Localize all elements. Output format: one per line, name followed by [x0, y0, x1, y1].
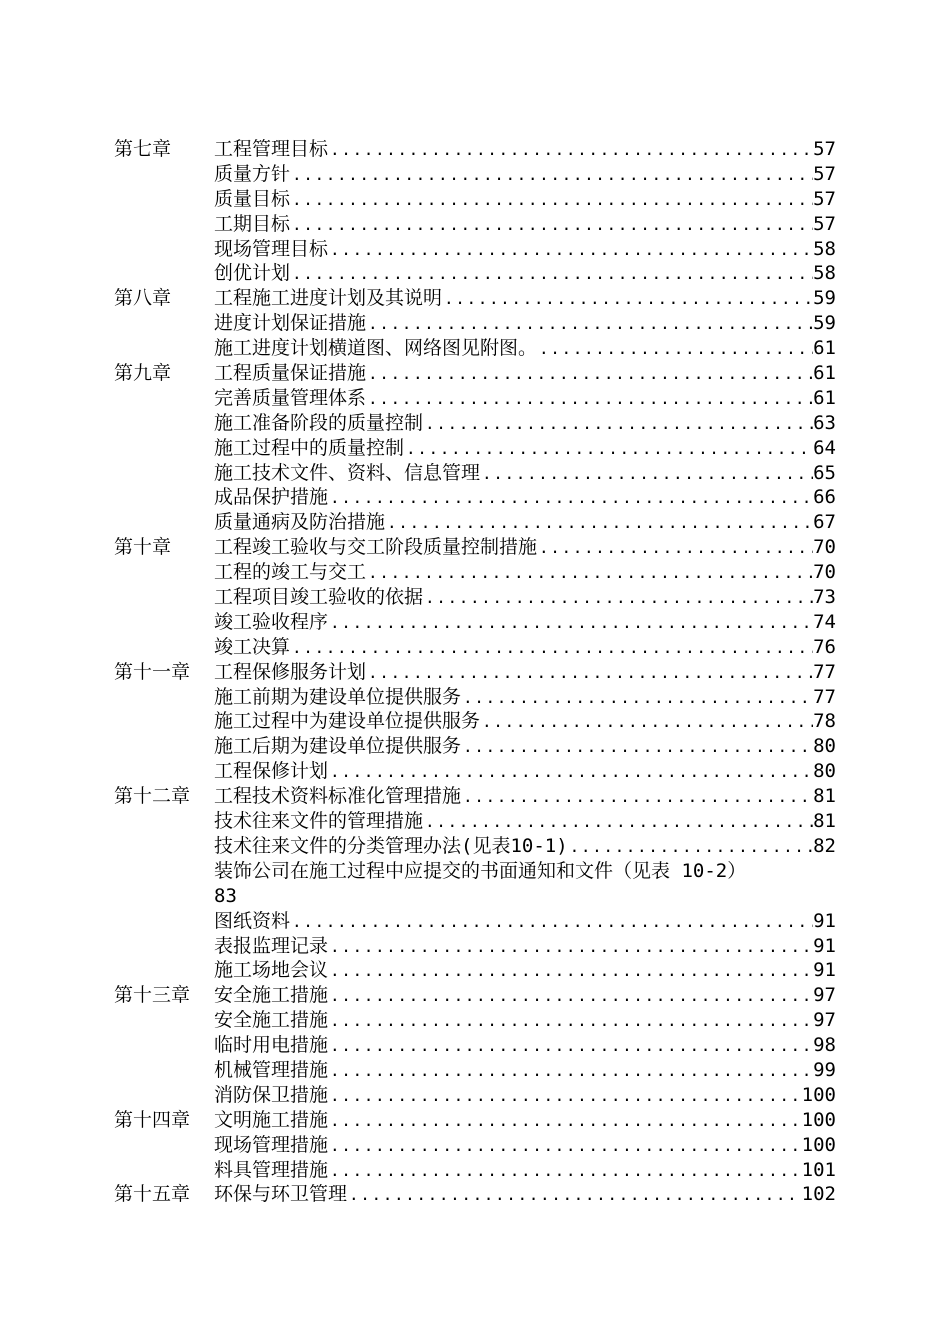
toc-entry-line	[214, 1158, 836, 1184]
toc-page-number: 81	[813, 810, 836, 833]
toc-page-number: 70	[813, 536, 836, 559]
toc-page-number: 74	[813, 610, 836, 633]
toc-leader-dots	[328, 1109, 802, 1134]
toc-entry-line	[214, 685, 836, 711]
toc-entry-line	[214, 336, 836, 362]
toc-title: 工程竣工验收与交工阶段质量控制措施	[214, 536, 538, 559]
toc-entry-line	[214, 212, 836, 238]
toc-title: 83	[214, 884, 237, 907]
toc-leader-dots	[290, 163, 813, 188]
toc-leader-dots	[347, 1183, 802, 1208]
toc-title: 表报监理记录	[214, 934, 329, 957]
toc-title: 工程保修服务计划	[214, 660, 367, 683]
toc-entry-line	[214, 311, 836, 337]
toc-page-number: 77	[813, 685, 836, 708]
toc-leader-dots	[328, 1009, 813, 1034]
toc-title: 质量通病及防治措施	[214, 511, 386, 534]
toc-page-number: 61	[813, 362, 836, 385]
toc-page-number: 97	[813, 984, 836, 1007]
toc-title: 技术往来文件的分类管理办法(见表10-1)	[214, 834, 568, 857]
toc-title: 机械管理措施	[214, 1058, 329, 1081]
toc-entry[interactable]	[0, 983, 950, 1008]
toc-page-number: 76	[813, 635, 836, 658]
toc-leader-dots	[404, 437, 813, 462]
toc-page-number: 98	[813, 1034, 836, 1057]
toc-entry-line	[214, 1133, 836, 1159]
toc-title: 施工技术文件、资料、信息管理	[214, 461, 481, 484]
toc-chapter-label: 第十四章	[114, 1108, 191, 1131]
toc-leader-dots	[366, 387, 813, 412]
toc-entry-line	[214, 734, 836, 760]
toc-chapter-label: 第十章	[114, 536, 172, 559]
toc-page-number: 58	[813, 262, 836, 285]
toc-entry[interactable]	[0, 187, 950, 212]
toc-entry[interactable]	[0, 436, 950, 461]
toc-entry[interactable]	[0, 485, 950, 510]
toc-title: 临时用电措施	[214, 1034, 329, 1057]
toc-entry-line	[214, 934, 836, 960]
toc-page-number: 57	[813, 162, 836, 185]
toc-entry-line	[214, 1083, 836, 1109]
toc-page-number: 66	[813, 486, 836, 509]
toc-title: 安全施工措施	[214, 984, 329, 1007]
toc-entry-line	[214, 286, 836, 312]
toc-leader-dots	[328, 984, 813, 1009]
toc-entry[interactable]	[0, 311, 950, 336]
toc-page-number: 99	[813, 1058, 836, 1081]
toc-leader-dots	[385, 511, 813, 536]
toc-page-number: 97	[813, 1009, 836, 1032]
toc-title: 工程质量保证措施	[214, 362, 367, 385]
toc-title: 工程施工进度计划及其说明	[214, 287, 443, 310]
toc-title: 技术往来文件的管理措施	[214, 810, 424, 833]
toc-leader-dots	[328, 138, 813, 163]
toc-leader-dots	[423, 586, 813, 611]
toc-entry[interactable]	[0, 361, 950, 386]
toc-entry[interactable]	[0, 685, 950, 710]
toc-leader-dots	[328, 238, 813, 263]
table-of-contents	[0, 137, 950, 1207]
toc-entry-line	[214, 485, 836, 511]
toc-entry[interactable]	[0, 286, 950, 311]
toc-entry-line	[214, 759, 836, 785]
toc-page-number: 101	[801, 1158, 836, 1181]
toc-entry-line	[214, 709, 836, 735]
toc-page-number: 70	[813, 561, 836, 584]
toc-leader-dots	[366, 661, 813, 686]
toc-title: 环保与环卫管理	[214, 1183, 348, 1206]
toc-entry[interactable]	[0, 909, 950, 934]
toc-page-number: 64	[813, 436, 836, 459]
toc-entry-line	[214, 237, 836, 263]
toc-entry[interactable]	[0, 709, 950, 734]
toc-title: 工程的竣工与交工	[214, 561, 367, 584]
toc-chapter-label: 第十三章	[114, 984, 191, 1007]
toc-entry-line	[214, 610, 836, 636]
toc-leader-dots	[290, 262, 813, 287]
toc-leader-dots	[442, 287, 813, 312]
toc-entry[interactable]	[0, 759, 950, 784]
toc-entry[interactable]	[0, 336, 950, 361]
toc-page-number: 80	[813, 760, 836, 783]
toc-entry[interactable]	[0, 1058, 950, 1083]
toc-entry-line	[214, 560, 836, 586]
toc-title: 工程项目竣工验收的依据	[214, 586, 424, 609]
toc-title: 工期目标	[214, 212, 291, 235]
toc-leader-dots	[290, 636, 813, 661]
toc-page-number: 59	[813, 312, 836, 335]
toc-entry-line	[214, 635, 836, 661]
toc-entry-line	[214, 1058, 836, 1084]
toc-page-number: 100	[801, 1083, 836, 1106]
toc-leader-dots	[480, 710, 813, 735]
toc-entry-line	[214, 983, 836, 1009]
toc-leader-dots	[461, 785, 813, 810]
toc-title: 竣工验收程序	[214, 610, 329, 633]
toc-title: 料具管理措施	[214, 1158, 329, 1181]
toc-leader-dots	[423, 810, 813, 835]
toc-entry[interactable]	[0, 560, 950, 585]
toc-title: 创优计划	[214, 262, 291, 285]
toc-leader-dots	[290, 213, 813, 238]
toc-chapter-label: 第七章	[114, 138, 172, 160]
toc-page-number: 58	[813, 237, 836, 260]
toc-leader-dots	[328, 1034, 813, 1059]
toc-page-number: 81	[813, 785, 836, 808]
toc-entry-line	[214, 510, 836, 536]
toc-entry[interactable]	[0, 461, 950, 486]
toc-leader-dots	[328, 1134, 802, 1159]
toc-entry[interactable]	[0, 1158, 950, 1183]
toc-entry-line	[214, 660, 836, 686]
toc-title: 施工过程中的质量控制	[214, 436, 405, 459]
toc-chapter-label: 第十五章	[114, 1183, 191, 1206]
toc-entry[interactable]	[0, 1133, 950, 1158]
toc-entry[interactable]	[0, 734, 950, 759]
toc-entry-line	[214, 859, 836, 884]
toc-entry[interactable]	[0, 261, 950, 286]
toc-leader-dots	[537, 337, 813, 362]
toc-leader-dots	[290, 188, 813, 213]
toc-entry-line	[214, 809, 836, 835]
toc-leader-dots	[328, 760, 813, 785]
toc-entry[interactable]	[0, 1008, 950, 1033]
toc-entry[interactable]	[0, 809, 950, 834]
toc-leader-dots	[328, 935, 813, 960]
toc-leader-dots	[366, 362, 813, 387]
toc-leader-dots	[328, 959, 813, 984]
toc-title: 工程保修计划	[214, 760, 329, 783]
toc-entry-line	[214, 834, 836, 860]
toc-entry-line	[214, 535, 836, 561]
toc-entry[interactable]	[0, 237, 950, 262]
toc-entry[interactable]	[0, 386, 950, 411]
toc-title: 装饰公司在施工过程中应提交的书面通知和文件（见表 10-2）	[214, 859, 747, 882]
toc-leader-dots	[480, 462, 813, 487]
toc-chapter-label: 第八章	[114, 287, 172, 310]
toc-chapter-label: 第十一章	[114, 660, 191, 683]
toc-entry[interactable]	[0, 859, 950, 884]
toc-title: 安全施工措施	[214, 1009, 329, 1032]
toc-entry-line	[214, 909, 836, 935]
toc-entry[interactable]	[0, 635, 950, 660]
toc-entry[interactable]	[0, 1108, 950, 1133]
toc-title: 消防保卫措施	[214, 1083, 329, 1106]
toc-entry[interactable]	[0, 1033, 950, 1058]
toc-page-number: 82	[813, 834, 836, 857]
toc-page-number: 78	[813, 710, 836, 733]
toc-leader-dots	[423, 412, 813, 437]
toc-page-number: 77	[813, 660, 836, 683]
toc-page-number: 61	[813, 337, 836, 360]
toc-page-number: 57	[813, 212, 836, 235]
toc-leader-dots	[328, 486, 813, 511]
toc-entry-line	[214, 1033, 836, 1059]
toc-title: 竣工决算	[214, 635, 291, 658]
toc-leader-dots	[328, 1159, 802, 1184]
toc-page-number: 91	[813, 909, 836, 932]
toc-entry-line	[214, 1108, 836, 1134]
toc-leader-dots	[328, 611, 813, 636]
toc-entry[interactable]	[0, 884, 950, 909]
toc-leader-dots	[328, 1084, 802, 1109]
toc-leader-dots	[366, 312, 813, 337]
toc-entry[interactable]	[0, 162, 950, 187]
toc-entry-line	[214, 1182, 836, 1208]
toc-chapter-label: 第九章	[114, 362, 172, 385]
toc-title: 质量目标	[214, 187, 291, 210]
toc-title: 工程管理目标	[214, 138, 329, 160]
toc-entry-line	[214, 436, 836, 462]
toc-entry-line	[214, 261, 836, 287]
toc-page-number: 80	[813, 735, 836, 758]
toc-leader-dots	[537, 536, 813, 561]
toc-entry[interactable]	[0, 535, 950, 560]
toc-entry[interactable]	[0, 411, 950, 436]
toc-leader-dots	[328, 1059, 813, 1084]
toc-leader-dots	[290, 910, 813, 935]
toc-title: 施工过程中为建设单位提供服务	[214, 710, 481, 733]
toc-entry[interactable]	[0, 585, 950, 610]
toc-entry[interactable]	[0, 1083, 950, 1108]
toc-page-number: 73	[813, 586, 836, 609]
toc-page-number: 63	[813, 411, 836, 434]
toc-entry[interactable]	[0, 934, 950, 959]
toc-title: 图纸资料	[214, 909, 291, 932]
toc-page-number: 61	[813, 386, 836, 409]
toc-title: 进度计划保证措施	[214, 312, 367, 335]
toc-entry[interactable]	[0, 1182, 950, 1207]
toc-title: 现场管理目标	[214, 237, 329, 260]
toc-page-number: 59	[813, 287, 836, 310]
toc-leader-dots	[568, 835, 813, 860]
toc-entry[interactable]	[0, 610, 950, 635]
toc-title: 施工场地会议	[214, 959, 329, 982]
toc-title: 施工前期为建设单位提供服务	[214, 685, 462, 708]
toc-entry[interactable]	[0, 834, 950, 859]
toc-entry-line	[214, 187, 836, 213]
toc-title: 施工后期为建设单位提供服务	[214, 735, 462, 758]
toc-entry[interactable]	[0, 958, 950, 983]
toc-entry-line	[214, 585, 836, 611]
toc-entry-line	[214, 461, 836, 487]
toc-leader-dots	[461, 735, 813, 760]
toc-page-number: 65	[813, 461, 836, 484]
toc-entry[interactable]	[0, 510, 950, 535]
toc-entry-line	[214, 162, 836, 188]
toc-title: 质量方针	[214, 162, 291, 185]
toc-title: 现场管理措施	[214, 1133, 329, 1156]
toc-leader-dots	[366, 561, 813, 586]
toc-title: 工程技术资料标准化管理措施	[214, 785, 462, 808]
toc-page-number: 91	[813, 959, 836, 982]
toc-page-number: 91	[813, 934, 836, 957]
toc-title: 成品保护措施	[214, 486, 329, 509]
toc-entry[interactable]	[0, 784, 950, 809]
toc-title: 文明施工措施	[214, 1108, 329, 1131]
toc-entry-line	[214, 386, 836, 412]
toc-page-number: 57	[813, 187, 836, 210]
toc-leader-dots	[461, 686, 813, 711]
toc-title: 施工准备阶段的质量控制	[214, 411, 424, 434]
toc-entry-line	[214, 884, 836, 909]
toc-entry-line	[214, 137, 836, 163]
toc-entry-line	[214, 1008, 836, 1034]
toc-title: 施工进度计划横道图、网络图见附图。	[214, 337, 538, 360]
toc-entry-line	[214, 361, 836, 387]
toc-chapter-label: 第十二章	[114, 785, 191, 808]
toc-entry-line	[214, 784, 836, 810]
toc-entry-line	[214, 411, 836, 437]
toc-entry-line	[214, 958, 836, 984]
toc-title: 完善质量管理体系	[214, 386, 367, 409]
toc-page-number: 100	[801, 1133, 836, 1156]
toc-page-number: 102	[801, 1183, 836, 1206]
toc-entry[interactable]	[0, 137, 950, 162]
toc-page-number: 67	[813, 511, 836, 534]
toc-page-number: 57	[813, 138, 836, 160]
toc-entry[interactable]	[0, 660, 950, 685]
toc-page-number: 100	[801, 1108, 836, 1131]
toc-entry[interactable]	[0, 212, 950, 237]
